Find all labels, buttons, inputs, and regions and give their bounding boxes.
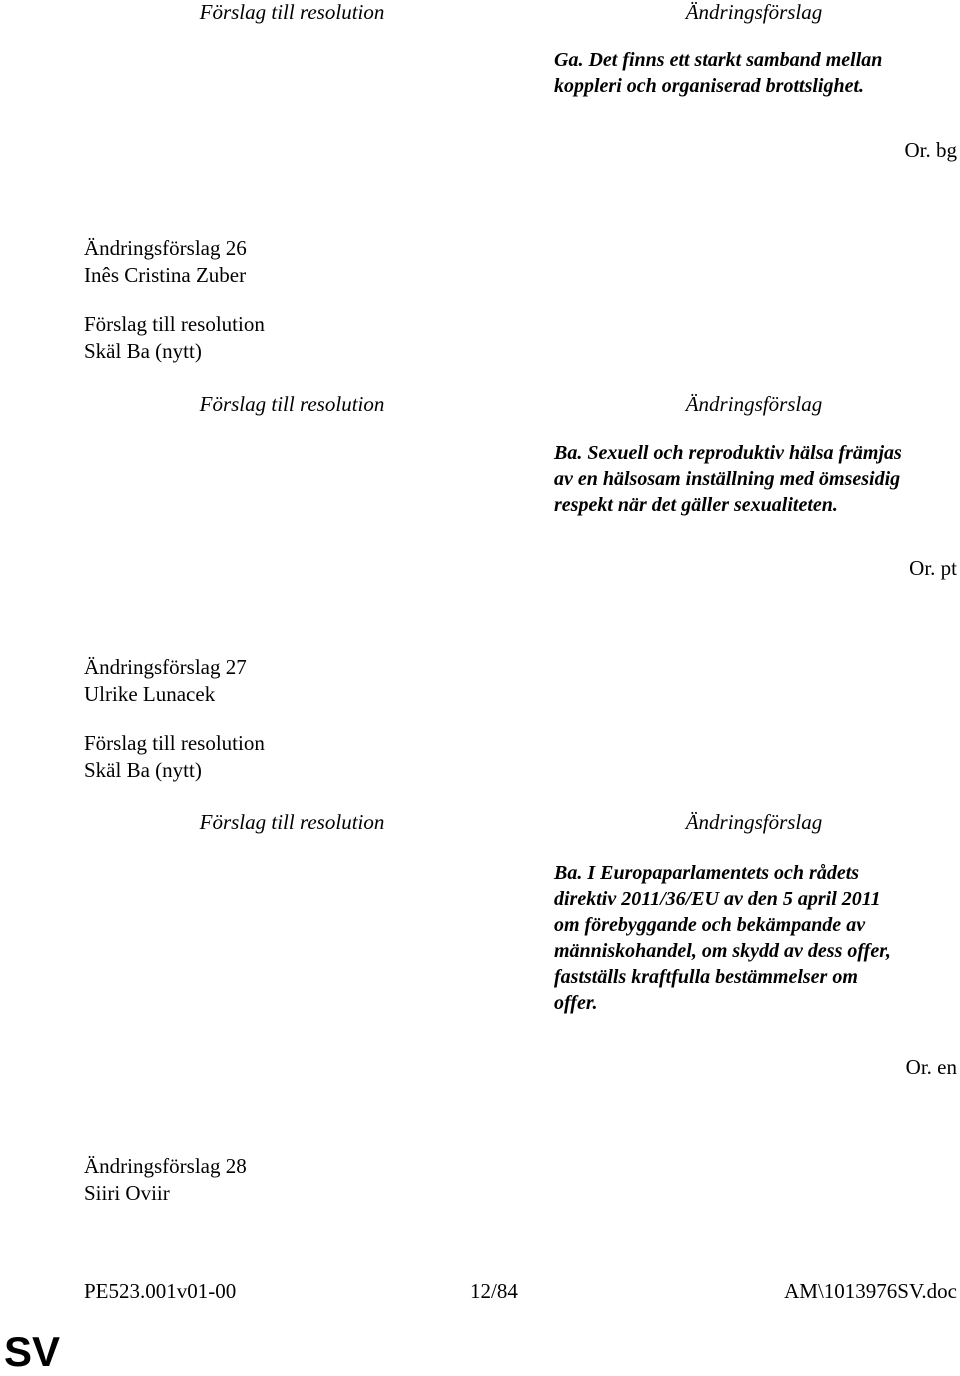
footer-file-name: AM\1013976SV.doc <box>784 1279 957 1303</box>
section-label: Förslag till resolution <box>84 312 265 336</box>
amendment-author: Siiri Oviir <box>84 1181 170 1205</box>
column-header-motion: Förslag till resolution <box>199 0 385 24</box>
amendment-text-line: av en hälsosam inställning med ömsesidig <box>554 468 901 490</box>
language-code: SV <box>4 1328 61 1375</box>
original-language: Or. pt <box>909 556 957 580</box>
column-header-motion: Förslag till resolution <box>199 810 385 834</box>
amendment-heading: Ändringsförslag 26 <box>84 236 247 260</box>
amendment-text-line: om förebyggande och bekämpande av <box>554 914 866 936</box>
footer-page-number: 12/84 <box>470 1279 518 1303</box>
original-language: Or. en <box>905 1055 957 1079</box>
amendment-text-line: direktiv 2011/36/EU av den 5 april 2011 <box>554 888 881 910</box>
amendment-text <box>554 860 959 1016</box>
amendment-text-line: respekt när det gäller sexualiteten. <box>554 494 838 516</box>
amendment-text-line: fastställs kraftfulla bestämmelser om <box>554 966 858 988</box>
amendment-text-line: Ba. Sexuell och reproduktiv hälsa främjas <box>554 442 902 464</box>
amendment-heading: Ändringsförslag 28 <box>84 1154 247 1178</box>
section-label: Skäl Ba (nytt) <box>84 339 202 363</box>
column-header-amendment: Ändringsförslag <box>685 392 823 416</box>
amendment-author: Ulrike Lunacek <box>84 682 216 706</box>
amendment-author: Inês Cristina Zuber <box>84 263 247 287</box>
section-label: Skäl Ba (nytt) <box>84 758 202 782</box>
amendment-text-line: Ba. I Europaparlamentets och rådets <box>554 862 860 884</box>
column-header-amendment: Ändringsförslag <box>685 810 823 834</box>
amendment-text <box>554 47 959 99</box>
amendment-text-line: Ga. Det finns ett starkt samband mellan <box>554 49 883 71</box>
column-header-motion: Förslag till resolution <box>199 392 385 416</box>
amendment-text <box>554 440 959 518</box>
original-language: Or. bg <box>904 138 957 162</box>
column-header-amendment: Ändringsförslag <box>685 0 823 24</box>
amendment-text-line: människohandel, om skydd av dess offer, <box>554 940 891 962</box>
amendment-heading: Ändringsförslag 27 <box>84 655 247 679</box>
amendment-text-line: offer. <box>554 992 598 1014</box>
footer-document-reference: PE523.001v01-00 <box>84 1279 237 1303</box>
amendment-text-line: koppleri och organiserad brottslighet. <box>554 75 865 97</box>
section-label: Förslag till resolution <box>84 731 265 755</box>
